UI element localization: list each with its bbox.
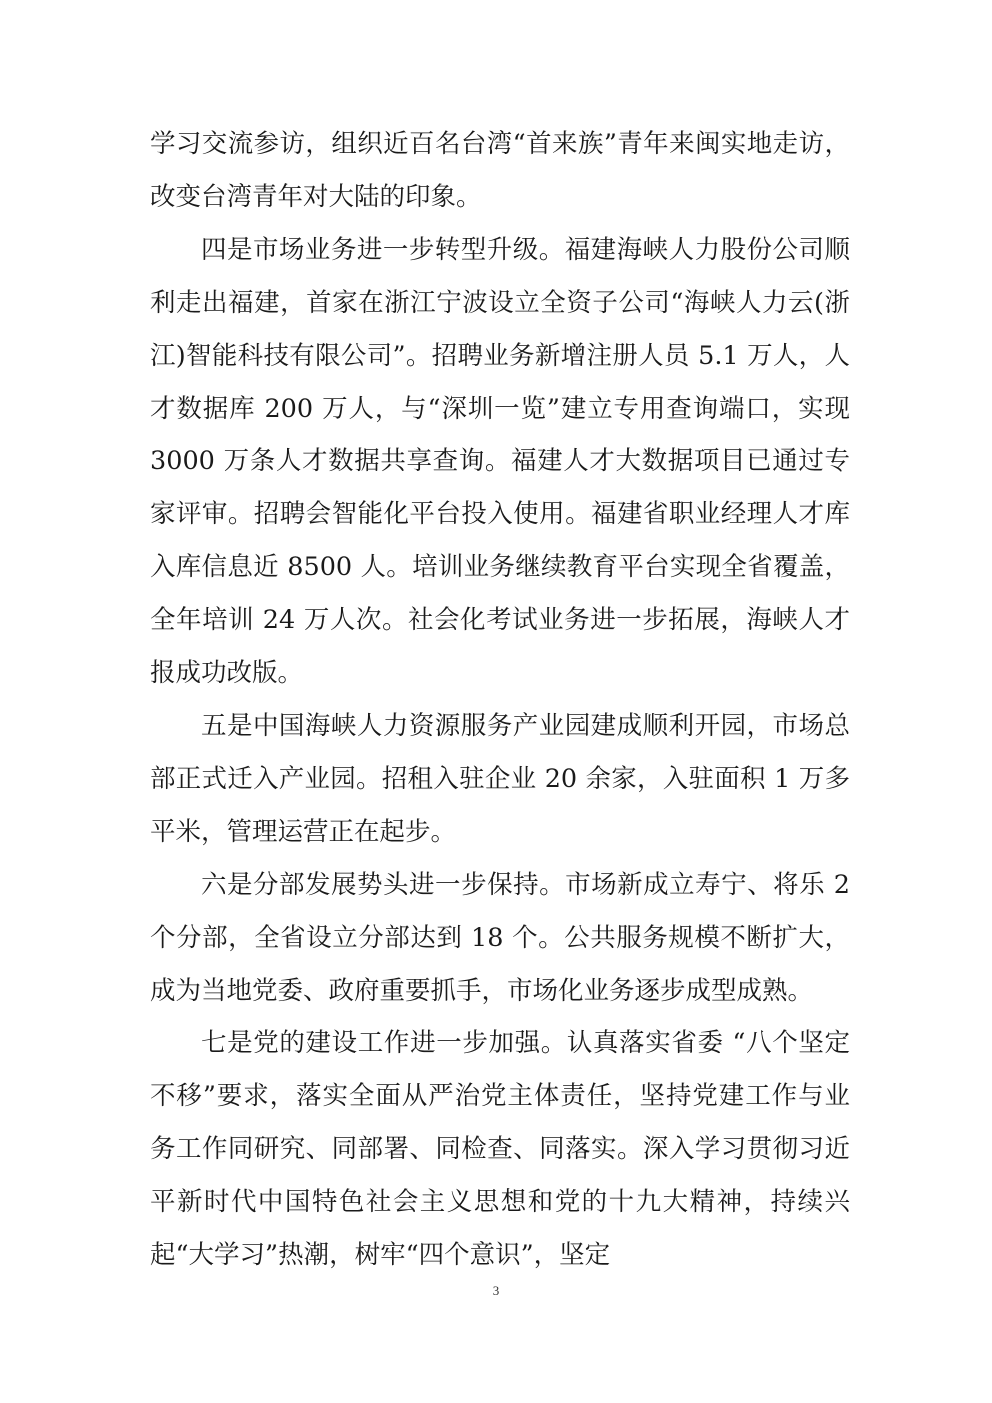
paragraph-item-6: 六是分部发展势头进一步保持。市场新成立寿宁、将乐 2 个分部，全省设立分部达到 18 个。公共服务规模不断扩大，成为当地党委、政府重要抓手，市场化业务逐步成型成熟。 [150, 869, 850, 1006]
paragraph-item-4: 四是市场业务进一步转型升级。福建海峡人力股份公司顺利走出福建，首家在浙江宁波设立全资子公司“海峡人力云(浙江)智能科技有限公司”。招聘业务新增注册人员 5.1 万人，人才数据库 200 万人，与“深圳一览”建立专用查询端口，实现 3000 万条人才数据共享查询。福建人才大数据项目已通过专家评审。招聘会智能化平台投入使用。福建省职业经理人才库入库信息近 8500 人。培训业务继续教育平台实现全省覆盖，全年培训 24 万人次。社会化考试业务进一步拓展，海峡人才报成功改版。 [150, 234, 850, 689]
paragraph-item-7: 七是党的建设工作进一步加强。认真落实省委 “八个坚定不移”要求，落实全面从严治党主体责任，坚持党建工作与业务工作同研究、同部署、同检查、同落实。深入学习贯彻习近平新时代中国特色社会主义思想和党的十九大精神，持续兴起“大学习”热潮，树牢“四个意识”，坚定 [150, 1028, 850, 1271]
paragraph-continuation: 学习交流参访，组织近百名台湾“首来族”青年来闽实地走访，改变台湾青年对大陆的印象。 [150, 129, 850, 212]
page-number: 3 [492, 1283, 500, 1298]
body-text [150, 118, 850, 1282]
paragraph-item-5: 五是中国海峡人力资源服务产业园建成顺利开园，市场总部正式迁入产业园。招租入驻企业 20 余家，入驻面积 1 万多平米，管理运营正在起步。 [150, 710, 850, 847]
